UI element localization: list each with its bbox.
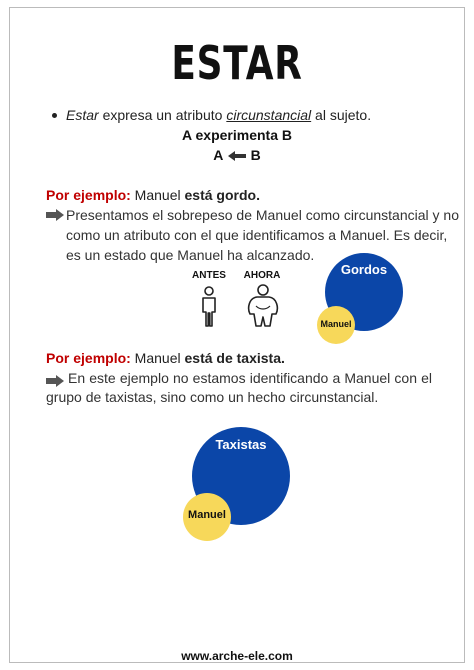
intro-underlined: circunstancial (226, 107, 312, 123)
example1-line: como un atributo con el que identificamos a Manuel. Es decir, (66, 227, 448, 243)
example1-subject: Manuel (130, 187, 185, 203)
example2-paragraph-cont (46, 387, 378, 407)
formula-b: B (250, 147, 261, 163)
page-title: ESTAR (171, 36, 303, 90)
heavy-person-icon (246, 284, 280, 328)
example1-label: Por ejemplo: (46, 187, 131, 203)
formula-arrow-line (0, 147, 474, 163)
taxistas-label: Taxistas (215, 437, 267, 452)
left-arrow-icon (228, 151, 246, 161)
intro-word: Estar (66, 107, 99, 123)
example1-heading (46, 187, 260, 203)
footer-url: www.arche-ele.com (181, 649, 293, 663)
example2-label: Por ejemplo: (46, 350, 131, 366)
manuel-label: Manuel (188, 509, 226, 521)
formula-line: A experimenta B (182, 127, 292, 143)
before-label: ANTES (192, 270, 226, 281)
intro-text-before: expresa un atributo (98, 107, 227, 123)
example1-line: es un estado que Manuel ha alcanzado. (66, 247, 315, 263)
right-arrow-icon (46, 375, 64, 387)
intro-text-after: al sujeto. (311, 107, 372, 123)
example2-line: grupo de taxistas, sino como un hecho circunstancial. (46, 389, 379, 405)
example1-paragraph (66, 205, 459, 265)
formula-a: A (213, 147, 223, 163)
example2-predicate: está de taxista. (184, 350, 285, 366)
page-frame (9, 7, 465, 663)
manuel-label: Manuel (320, 319, 352, 329)
right-arrow-icon (46, 209, 64, 221)
example2-paragraph (68, 368, 432, 388)
intro-bullet (52, 107, 371, 123)
gordos-label: Gordos (340, 262, 388, 277)
thin-person-icon (198, 286, 220, 328)
bullet-dot-icon (52, 113, 57, 118)
example2-heading (46, 350, 285, 366)
example2-subject: Manuel (130, 350, 185, 366)
example1-line: Presentamos el sobrepeso de Manuel como circunstancial y no (66, 207, 459, 223)
example2-line: En este ejemplo no estamos identificando a Manuel con el (68, 370, 432, 386)
example1-predicate: está gordo. (184, 187, 260, 203)
after-label: AHORA (243, 270, 281, 281)
